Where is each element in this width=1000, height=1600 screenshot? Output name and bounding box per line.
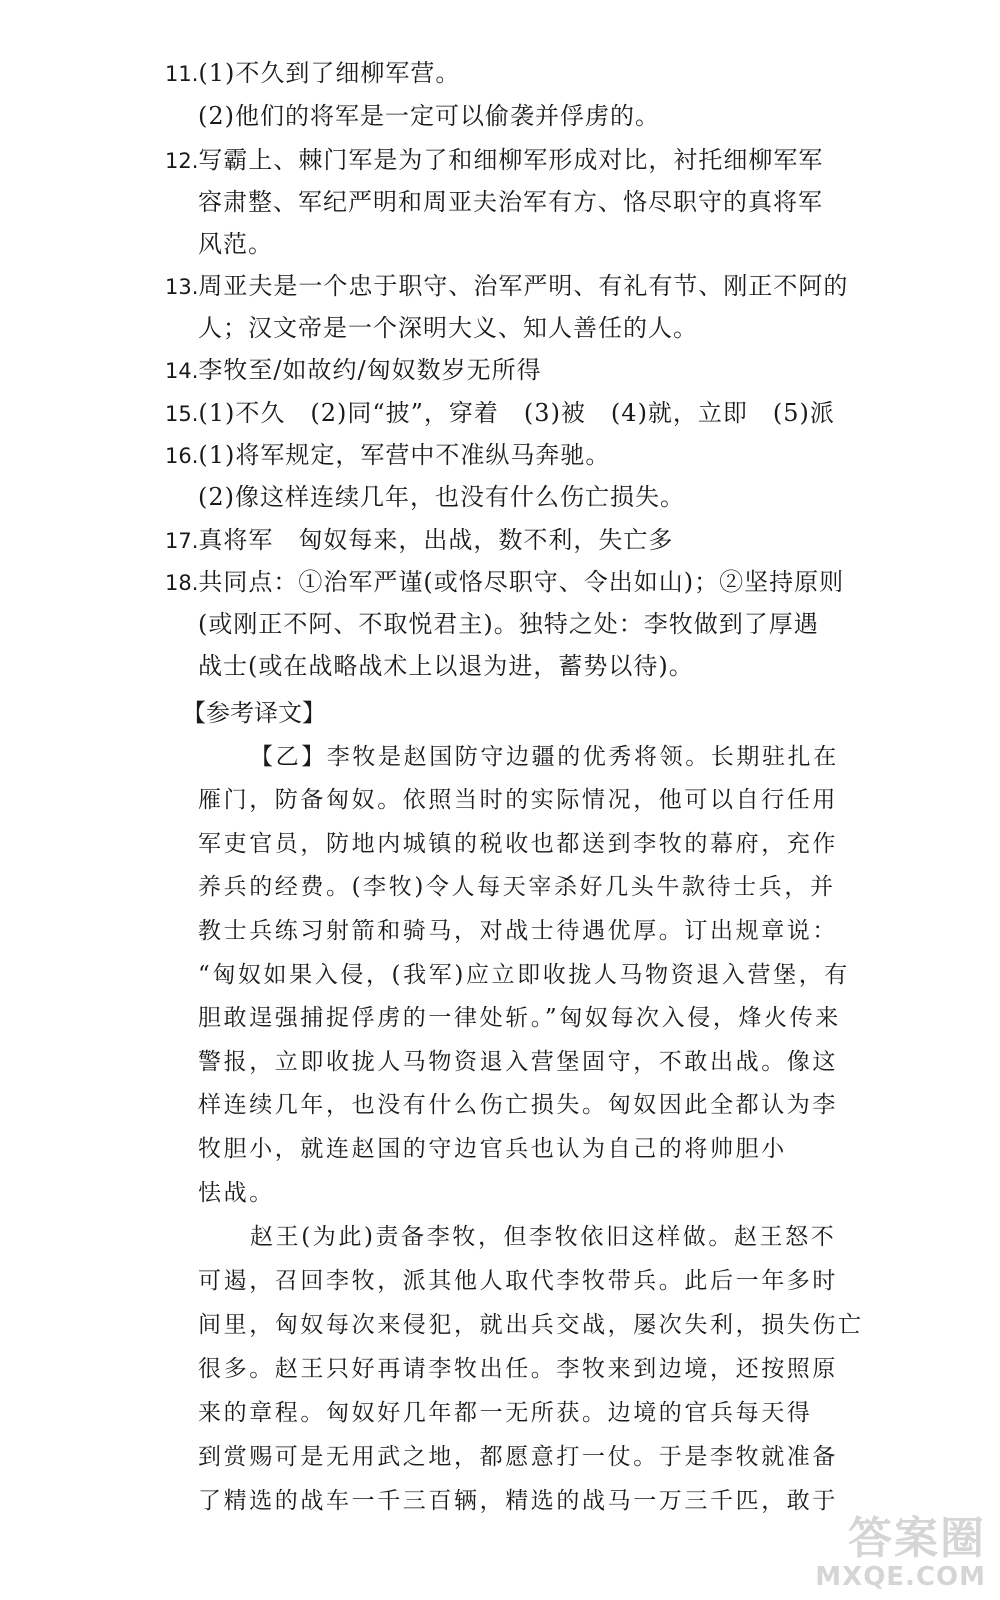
- answer-line: 18.共同点：①治军严谨(或恪尽职守、令出如山)；②坚持原则: [165, 568, 845, 596]
- translation-line: 牧胆小，就连赵国的守边官兵也认为自己的将帅胆小: [198, 1136, 787, 1162]
- site-watermark: [806, 1502, 986, 1592]
- answer-line: 战士(或在战略战术上以退为进，蓄势以待)。: [198, 652, 694, 680]
- watermark-domain: MXQE.COM: [815, 1562, 986, 1592]
- translation-line: 胆敢逞强捕捉俘虏的一律处斩。”匈奴每次入侵，烽火传来: [198, 1005, 841, 1031]
- translation-line: 军吏官员，防地内城镇的税收也都送到李牧的幕府，充作: [198, 831, 838, 857]
- answer-line: 人；汉文帝是一个深明大义、知人善任的人。: [198, 314, 698, 342]
- answer-line: 风范。: [198, 230, 273, 258]
- answer-line: 17.真将军 匈奴每来，出战，数不利，失亡多: [165, 526, 674, 554]
- translation-line: 很多。赵王只好再请李牧出任。李牧来到边境，还按照原: [198, 1356, 838, 1382]
- answer-line: (2)他们的将军是一定可以偷袭并俘虏的。: [198, 102, 660, 130]
- translation-line: 教士兵练习射箭和骑马，对战士待遇优厚。订出规章说：: [198, 918, 838, 944]
- answer-line: 16.(1)将军规定，军营中不准纵马奔驰。: [165, 441, 611, 469]
- translation-line: 赵王(为此)责备李牧，但李牧依旧这样做。赵王怒不: [250, 1224, 837, 1250]
- translation-line: 来的章程。匈奴好几年都一无所获。边境的官兵每天得: [198, 1400, 813, 1426]
- translation-line: 怯战。: [198, 1180, 275, 1206]
- translation-heading: 【参考译文】: [182, 699, 326, 727]
- translation-line: 养兵的经费。(李牧)令人每天宰杀好几头牛款待士兵，并: [198, 874, 836, 900]
- answer-line: 15.(1)不久 (2)同“披”，穿着 (3)被 (4)就，立即 (5)派: [165, 399, 835, 427]
- translation-line: 警报，立即收拢人马物资退入营堡固守，不敢出战。像这: [198, 1049, 838, 1075]
- answer-line: 14.李牧至/如故约/匈奴数岁无所得: [165, 356, 542, 384]
- answer-line: (或刚正不阿、不取悦君主)。独特之处：李牧做到了厚遇: [198, 610, 819, 638]
- answer-line: 容肃整、军纪严明和周亚夫治军有方、恪尽职守的真将军: [198, 188, 823, 216]
- translation-line: “匈奴如果入侵，(我军)应立即收拢人马物资退入营堡，有: [198, 962, 850, 988]
- translation-line: 了精选的战车一千三百辆，精选的战马一万三千匹，敢于: [198, 1488, 838, 1514]
- answer-line: 13.周亚夫是一个忠于职守、治军严明、有礼有节、刚正不阿的: [165, 272, 849, 300]
- answer-line: 12.写霸上、棘门军是为了和细柳军形成对比，衬托细柳军军: [165, 146, 824, 174]
- translation-line: 雁门，防备匈奴。依照当时的实际情况，他可以自行任用: [198, 787, 838, 813]
- translation-line: 样连续几年，也没有什么伤亡损失。匈奴因此全都认为李: [198, 1092, 838, 1118]
- translation-line: 可遏，召回李牧，派其他人取代李牧带兵。此后一年多时: [198, 1268, 838, 1294]
- answer-line: 11.(1)不久到了细柳军营。: [165, 59, 461, 87]
- translation-line: 间里，匈奴每次来侵犯，就出兵交战，屡次失利，损失伤亡: [198, 1312, 864, 1338]
- answer-line: (2)像这样连续几年，也没有什么伤亡损失。: [198, 483, 685, 511]
- translation-line: 到赏赐可是无用武之地，都愿意打一仗。于是李牧就准备: [198, 1444, 838, 1470]
- translation-line: 【乙】李牧是赵国防守边疆的优秀将领。长期驻扎在: [250, 744, 839, 770]
- watermark-logo-text: 答案圈: [848, 1513, 986, 1564]
